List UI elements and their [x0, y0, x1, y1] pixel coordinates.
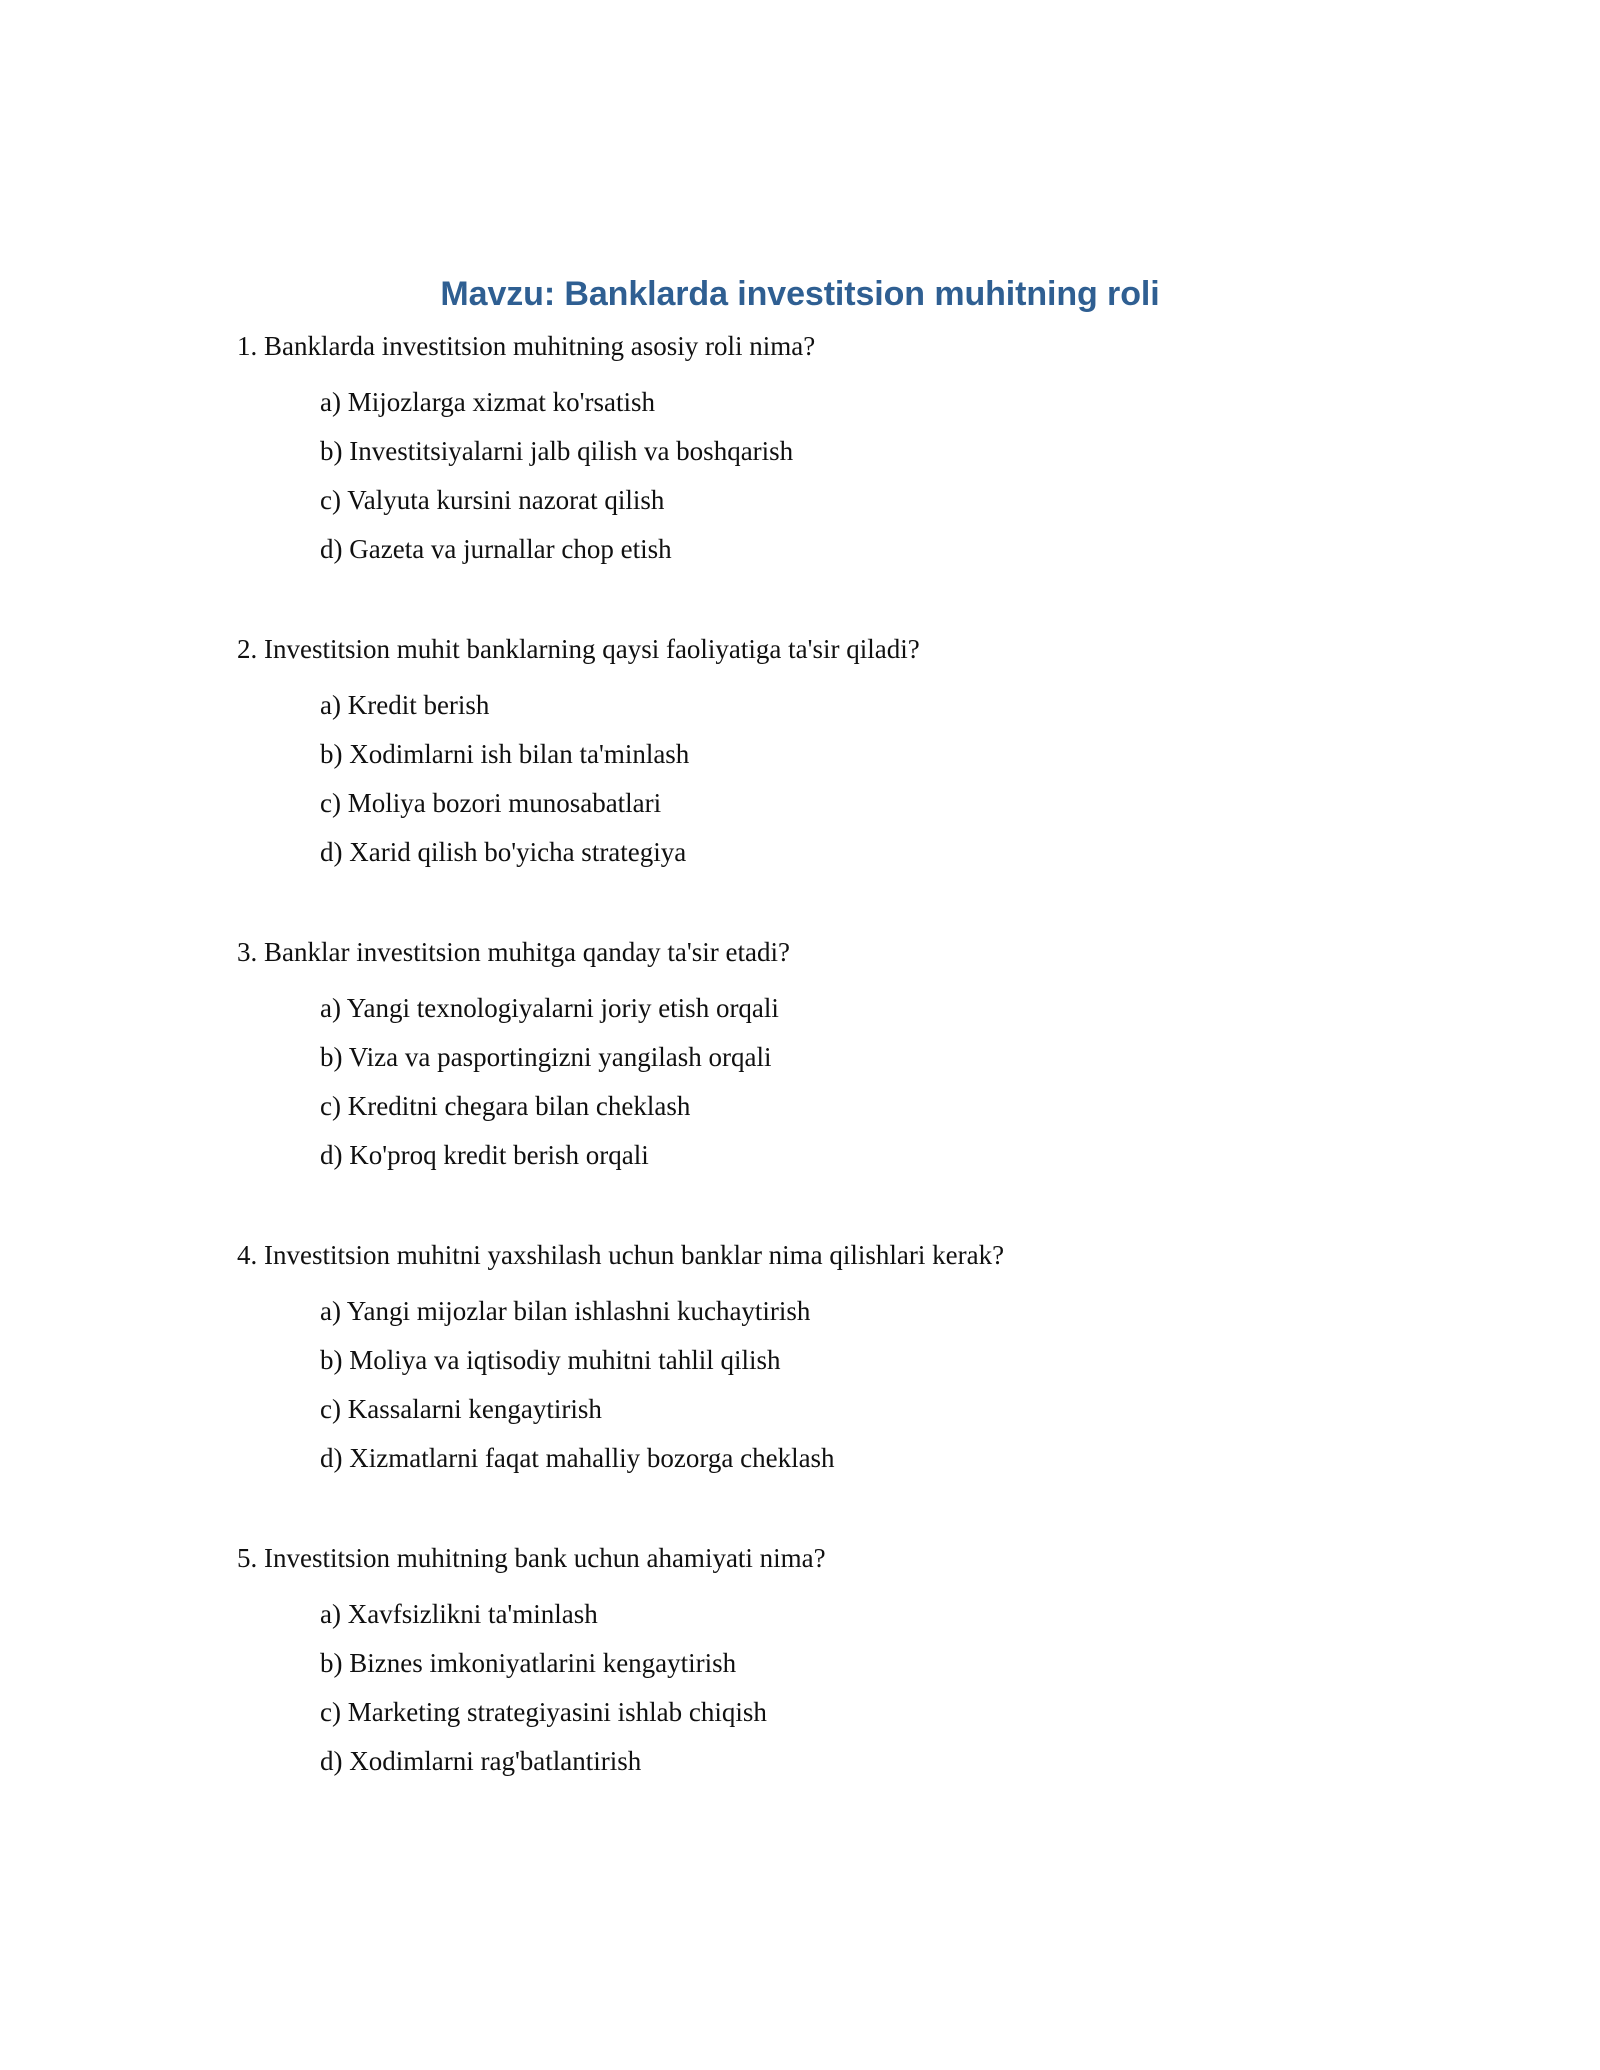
- option-item-a[interactable]: a) Xavfsizlikni ta'minlash: [320, 1599, 598, 1629]
- option-list: [0, 1287, 1600, 1483]
- option-item-c[interactable]: c) Kreditni chegara bilan cheklash: [320, 1091, 691, 1121]
- question-text: 2. Investitsion muhit banklarning qaysi faoliyatiga ta'sir qiladi?: [237, 634, 920, 664]
- option-item-b[interactable]: b) Biznes imkoniyatlarini kengaytirish: [320, 1648, 737, 1678]
- question-text: 4. Investitsion muhitni yaxshilash uchun banklar nima qilishlari kerak?: [237, 1240, 1005, 1270]
- option-item-d[interactable]: d) Ko'proq kredit berish orqali: [320, 1140, 649, 1170]
- option-item-b[interactable]: b) Xodimlarni ish bilan ta'minlash: [320, 739, 690, 769]
- quiz-content: [0, 302, 1600, 1786]
- option-item-c[interactable]: c) Moliya bozori munosabatlari: [320, 788, 662, 818]
- question-text: 3. Banklar investitsion muhitga qanday ta'sir etadi?: [237, 937, 790, 967]
- option-item-a[interactable]: a) Yangi texnologiyalarni joriy etish orqali: [320, 993, 779, 1023]
- option-item-c[interactable]: c) Kassalarni kengaytirish: [320, 1394, 602, 1424]
- option-item-c[interactable]: c) Marketing strategiyasini ishlab chiqish: [320, 1697, 767, 1727]
- question-block-4: [0, 1238, 1600, 1483]
- option-item-c[interactable]: c) Valyuta kursini nazorat qilish: [320, 485, 665, 515]
- option-list: [0, 1590, 1600, 1786]
- question-block-5: [0, 1541, 1600, 1786]
- option-item-d[interactable]: d) Xodimlarni rag'batlantirish: [320, 1746, 642, 1776]
- option-item-d[interactable]: d) Xarid qilish bo'yicha strategiya: [320, 837, 687, 867]
- option-list: [0, 378, 1600, 574]
- option-item-b[interactable]: b) Investitsiyalarni jalb qilish va boshqarish: [320, 436, 794, 466]
- option-list: [0, 681, 1600, 877]
- question-block-3: [0, 935, 1600, 1180]
- question-block-1: [0, 329, 1600, 574]
- question-text: 1. Banklarda investitsion muhitning asosiy roli nima?: [237, 331, 816, 361]
- question-text: 5. Investitsion muhitning bank uchun ahamiyati nima?: [237, 1543, 826, 1573]
- option-item-b[interactable]: b) Viza va pasportingizni yangilash orqali: [320, 1042, 772, 1072]
- question-block-2: [0, 632, 1600, 877]
- option-item-a[interactable]: a) Yangi mijozlar bilan ishlashni kuchaytirish: [320, 1296, 811, 1326]
- option-item-a[interactable]: a) Mijozlarga xizmat ko'rsatish: [320, 387, 656, 417]
- option-item-b[interactable]: b) Moliya va iqtisodiy muhitni tahlil qilish: [320, 1345, 781, 1375]
- page-title: Mavzu: Banklarda investitsion muhitning roli: [440, 274, 1160, 313]
- option-list: [0, 984, 1600, 1180]
- option-item-d[interactable]: d) Xizmatlarni faqat mahalliy bozorga cheklash: [320, 1443, 835, 1473]
- option-item-a[interactable]: a) Kredit berish: [320, 690, 490, 720]
- option-item-d[interactable]: d) Gazeta va jurnallar chop etish: [320, 534, 672, 564]
